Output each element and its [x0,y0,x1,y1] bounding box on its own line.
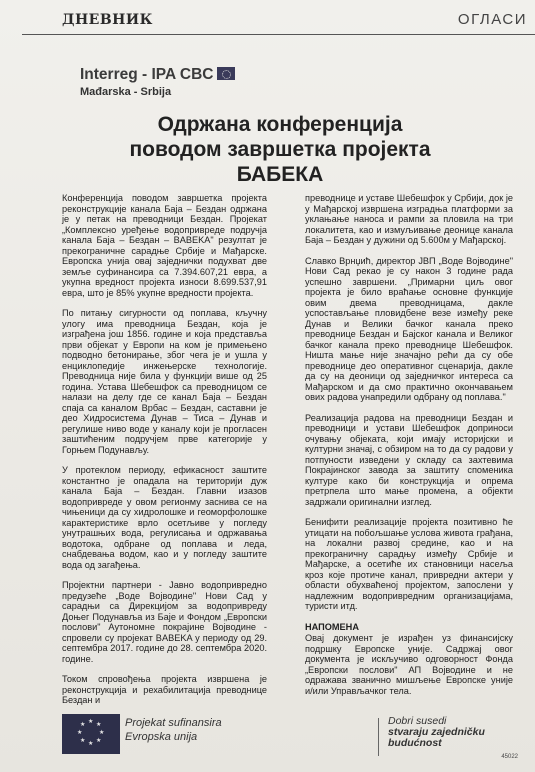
footer-divider [378,718,379,756]
ad-code: 45022 [501,754,518,760]
eu-flag-icon [217,67,235,80]
article-right-column [305,193,513,706]
paragraph: Током спровођења пројекта извршена је реконструкција и рехабилитација преводнице Бездан и [62,674,267,705]
program-slogan [388,716,485,749]
program-title [80,66,235,84]
paragraph: У протеклом периоду, ефикасност заштите константно је опадала на територији дуж канала Баја – Бездан. Главни изазов водопривреде у овом регионму заснива се на чињеници да су хидролошке и геоморфолошке карактеристике врло осетљиве у погледу унутрашњих вода, регулисања и одржавања водотока, одбране од поплава и леда, снабдевања водом, као и у погледу заштите вода од загађења. [62,465,267,570]
headline-line-2: поводом завршетка пројекта [129,138,431,161]
slogan-line-1: Dobri susedi [388,715,447,727]
paragraph: Конференција поводом завршетка пројекта реконструкције канала Баја – Бездан одржана је у петак на преводници Бездан. Пројекат „Комплексно уређење водопривреде подручја канала Баја – Бездан – BABEKA" резултат је прекограничне сарадње Србије и Мађарске. Европска унија овај заједнички подухват две земље суфинансира са 7.394.607,21 евра, а укупна вредност пројекта износи 8.699.537,91 евра, што је 85% укупне вредности пројекта. [62,193,267,298]
paragraph: Пројектни партнери - Јавно водопривредно предузеће „Воде Војводине" Нови Сад у сарадњи са Дирекцијом за водопривреду Доњег Подунавља из Баје и Фондом „Европски послови" Аутономне покрајине Војводине - спровели су пројекат BABEKA у периоду од 29. септембра 2017. године до 28. септембра 2020. године. [62,580,267,664]
funding-line-2: Evropska unija [125,731,198,743]
eu-flag-icon: ★ ★ ★ ★ ★ ★ ★ ★ [62,714,120,754]
program-title-text: Interreg - IPA CBC [80,66,214,83]
program-subtitle: Mađarska - Srbija [80,86,172,98]
paragraph: Бенифити реализације пројекта позитивно ће утицати на побољшање услова живота грађана, на локални развој средине, као и на прекограничну сарадњу између Србије и Мађарске, а осетиће их становници насеља кроз које протиче канал, привредни актери у области обухваћеној пројектом, запослени у надлежним водопривредним организацијама, туристи итд. [305,517,513,611]
article-left-column [62,193,267,716]
funding-line-1: Projekat sufinansira [125,717,222,729]
newspaper-name: ДНЕВНИК [62,12,153,28]
headline-line-3: БАБЕКА [236,163,324,186]
article-headline [70,112,490,187]
note-text: Овај документ је израђен уз финансијску подршку Европске уније. Садржај овог документа је искључиво одговорност Фонда „Европски послови" АП Војводине и не одражава званично мишљење Европске уније и/или Управљачког тела. [305,633,513,696]
paragraph: По питању сигурности од поплава, кључну улогу има преводница Бездан, која је изграђена још 1856. године и која представља први објекат у Европи на ком је примењено подводно бетонирање, због чега је и ушла у енциклопедије инжењерске технологије. Преводница није била у функцији више од 25 година. Устава Шебешфок са преводницом се налази на делу где се канал Баја – Бездан спаја са каналом Врбас – Бездан, саставни је део Хидросистема Дунав – Тиса – Дунав и регулише ниво воде у каналу који је прогласен заштићеним подручјем прве категорије у Горњем Подунављу. [62,308,267,455]
funding-statement [125,716,222,744]
section-name: ОГЛАСИ [457,11,527,28]
masthead [22,8,535,35]
paragraph: преводнице и уставе Шебешфок у Србији, док је у Мађарској извршена изградња платформи за уклањање наноса и рампи за пловила на три локалитета, као и измуљивање деонице канала Баја – Бездан у дужини од 5.600м у Мађарској. [305,193,513,245]
slogan-line-2: stvaraju zajedničku [388,726,485,738]
slogan-line-3: budućnost [388,737,442,749]
headline-line-1: Одржана конференција [157,113,403,136]
note-heading: НАПОМЕНА [305,621,359,632]
interreg-logo [80,66,235,98]
paragraph: Славко Врнџић, директор ЈВП „Воде Војводине" Нови Сад рекао је су након 3 године рада успешно завршени. „Примарни циљ овог пројекта је било враћање основне функције овим двема преводницама, дакле успостављање пловидбене везе између реке Дунав и Велики бачког канала преко преводнице Бездан и Бајског канала и Великог бачког канала преко преводнице Шебешфок. Ништа мање није значајно рећи да су обе преводнице део оперативног сценарија, дакле да су на деоници од заједничког интереса са Мађарском и да смо практично окончавањем ових радова унапредили одбрану од поплава." [305,255,513,402]
footer-banner [40,714,520,764]
paragraph: Реализација радова на преводници Бездан и преводници и устави Шебешфок доприноси очувању објеката, који имају историјски и културни значај, с обзиром на то да су радови у потпуности изведени у складу са захтевима Покрајинског завода за заштиту споменика културе како би конструкција и опрема претрпела што мање промена, а објекти задржали оригинални изглед. [305,412,513,507]
